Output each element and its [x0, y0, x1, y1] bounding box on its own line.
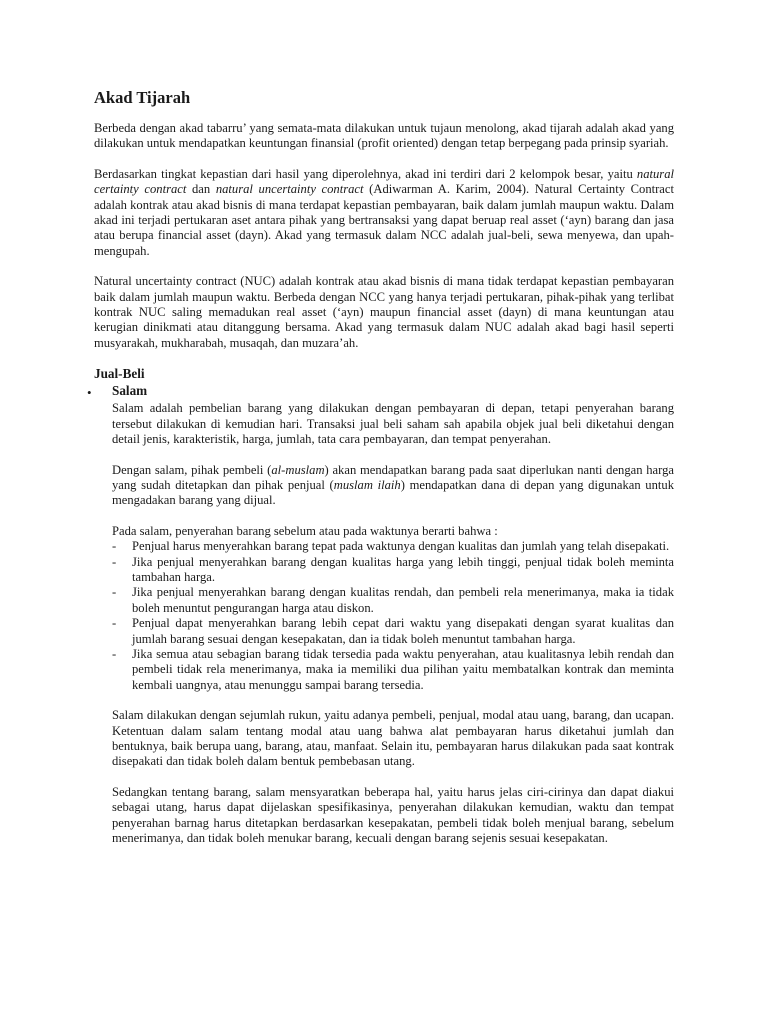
- list-item: - Penjual harus menyerahkan barang tepat pada waktunya dengan kualitas dan jumlah yang telah disepakati.: [112, 539, 670, 554]
- nuc-paragraph: Natural uncertainty contract (NUC) adalah kontrak atau akad bisnis di mana tidak terdapat kepastian pembayaran baik dalam jumlah maupun waktu. Berbeda dengan NCC yang hanya terjadi pertukaran, pihak-pihak yang terlibat kontrak NUC saling memadukan real asset (‘ayn) maupun financial asset (dayn) di mana keuntungan atau kerugian dinikmati atau ditanggung bersama. Akad yang termasuk dalam NUC adalah akad bagi hasil seperti musyarakah, mukharabah, musaqah, dan muzara’ah.: [94, 274, 674, 350]
- salam-delivery-intro: Pada salam, penyerahan barang sebelum atau pada waktunya berarti bahwa :: [112, 523, 498, 538]
- salam-section: [87, 383, 674, 846]
- salam-parties-paragraph: Dengan salam, pihak pembeli (al-muslam) akan mendapatkan barang pada saat diperlukan nanti dengan harga yang sudah ditetapkan dan pihak penjual (muslam ilaih) mendapatkan dana di depan yang digunakan untuk mengadakan barang yang dijual.: [112, 462, 674, 508]
- intro-paragraph: Berbeda dengan akad tabarru’ yang semata-mata dilakukan untuk tujaun menolong, akad tijarah adalah akad yang dilakukan untuk mendapatkan keuntungan finansial (profit oriented) dengan tetap berpegang pada prinsip syariah.: [94, 121, 674, 151]
- list-item: - Jika semua atau sebagian barang tidak tersedia pada waktu penyerahan, atau kualitasnya lebih rendah dan pembeli tidak rela menerimanya, maka ia memiliki dua pilihan yaitu membatalkan kontrak dan meminta kembali uangnya, atau menunggu sampai barang tersedia.: [112, 646, 674, 692]
- dash-icon: -: [112, 539, 117, 554]
- contract-types-paragraph: Berdasarkan tingkat kepastian dari hasil yang diperolehnya, akad ini terdiri dari 2 kelompok besar, yaitu natural certainty contract dan natural uncertainty contract (Adiwarman A. Karim, 2004). Natural Certainty Contract adalah kontrak atau akad bisnis di mana terdapat kepastian pembayaran, baik dalam jumlah maupun waktu. Dalam akad ini terjadi pertukaran aset antara pihak yang bertransaksi yang dapat beruap real asset (‘ayn) barang dan jasa atau berupa financial asset (dayn). Akad yang termasuk dalam NCC adalah jual-beli, sewa menyewa, dan upah-mengupah.: [94, 166, 674, 258]
- list-item: - Jika penjual menyerahkan barang dengan kualitas harga yang lebih tinggi, penjual tidak boleh meminta tambahan harga.: [112, 554, 674, 584]
- term-al-muslam: al-muslam: [271, 462, 325, 477]
- salam-rukun-paragraph: Salam dilakukan dengan sejumlah rukun, yaitu adanya pembeli, penjual, modal atau uang, barang, dan ucapan. Ketentuan dalam salam tentang modal atau uang bahwa alat pembayaran harus diketahui jumlah dan bentuknya, baik berupa uang, barang, atau, manfaat. Selain itu, pembayaran harus dilakukan pada saat kontrak disepakati dan tidak boleh dalam bentuk pembebasan utang.: [112, 708, 674, 769]
- bullet-icon: •: [87, 385, 92, 401]
- dash-icon: -: [112, 616, 117, 631]
- dash-icon: -: [112, 554, 117, 569]
- salam-barang-paragraph: Sedangkan tentang barang, salam mensyaratkan beberapa hal, yaitu harus jelas ciri-cirinya dan dapat diakui sebagai utang, harus dapat dijelaskan spesifikasinya, penyerahan dilakukan kemudian, waktu dan tempat penyerahan barnag harus ditetapkan berdasarkan kesepakatan, pembeli tidak boleh menjual barang, sebelum menerimanya, dan tidak boleh menukar barang, kecuali dengan barang sejenis sesuai kesepakatan.: [112, 784, 674, 846]
- list-item: - Jika penjual menyerahkan barang dengan kualitas rendah, dan pembeli rela menerimanya, maka ia tidak boleh menuntut pengurangan harga atau diskon.: [112, 585, 674, 615]
- page-title: Akad Tijarah: [94, 88, 191, 107]
- dash-icon: -: [112, 646, 117, 661]
- term-muslam-ilaih: muslam ilaih: [333, 477, 401, 492]
- salam-title: Salam: [112, 383, 148, 399]
- salam-definition-paragraph: Salam adalah pembelian barang yang dilakukan dengan pembayaran di depan, tetapi penyerahan barang tersebut dilakukan di kemudian hari. Transaksi jual beli saham sah apabila objek jual beli diketahui dengan detail jenis, karakteristik, harga, jumlah, tata cara pembayaran, dan tempat penyerahan.: [112, 401, 674, 447]
- term-natural-uncertainty: natural uncertainty contract: [215, 182, 364, 197]
- list-item: - Penjual dapat menyerahkan barang lebih cepat dari waktu yang disepakati dengan syarat kualitas dan jumlah barang sesuai dengan kesepakatan, dan ia tidak boleh menuntut tambahan harga.: [112, 616, 674, 646]
- section-heading-jual-beli: Jual-Beli: [94, 366, 145, 382]
- dash-icon: -: [112, 585, 117, 600]
- salam-delivery-list: [112, 539, 674, 693]
- term-natural-certainty: natural certainty contract: [94, 166, 674, 197]
